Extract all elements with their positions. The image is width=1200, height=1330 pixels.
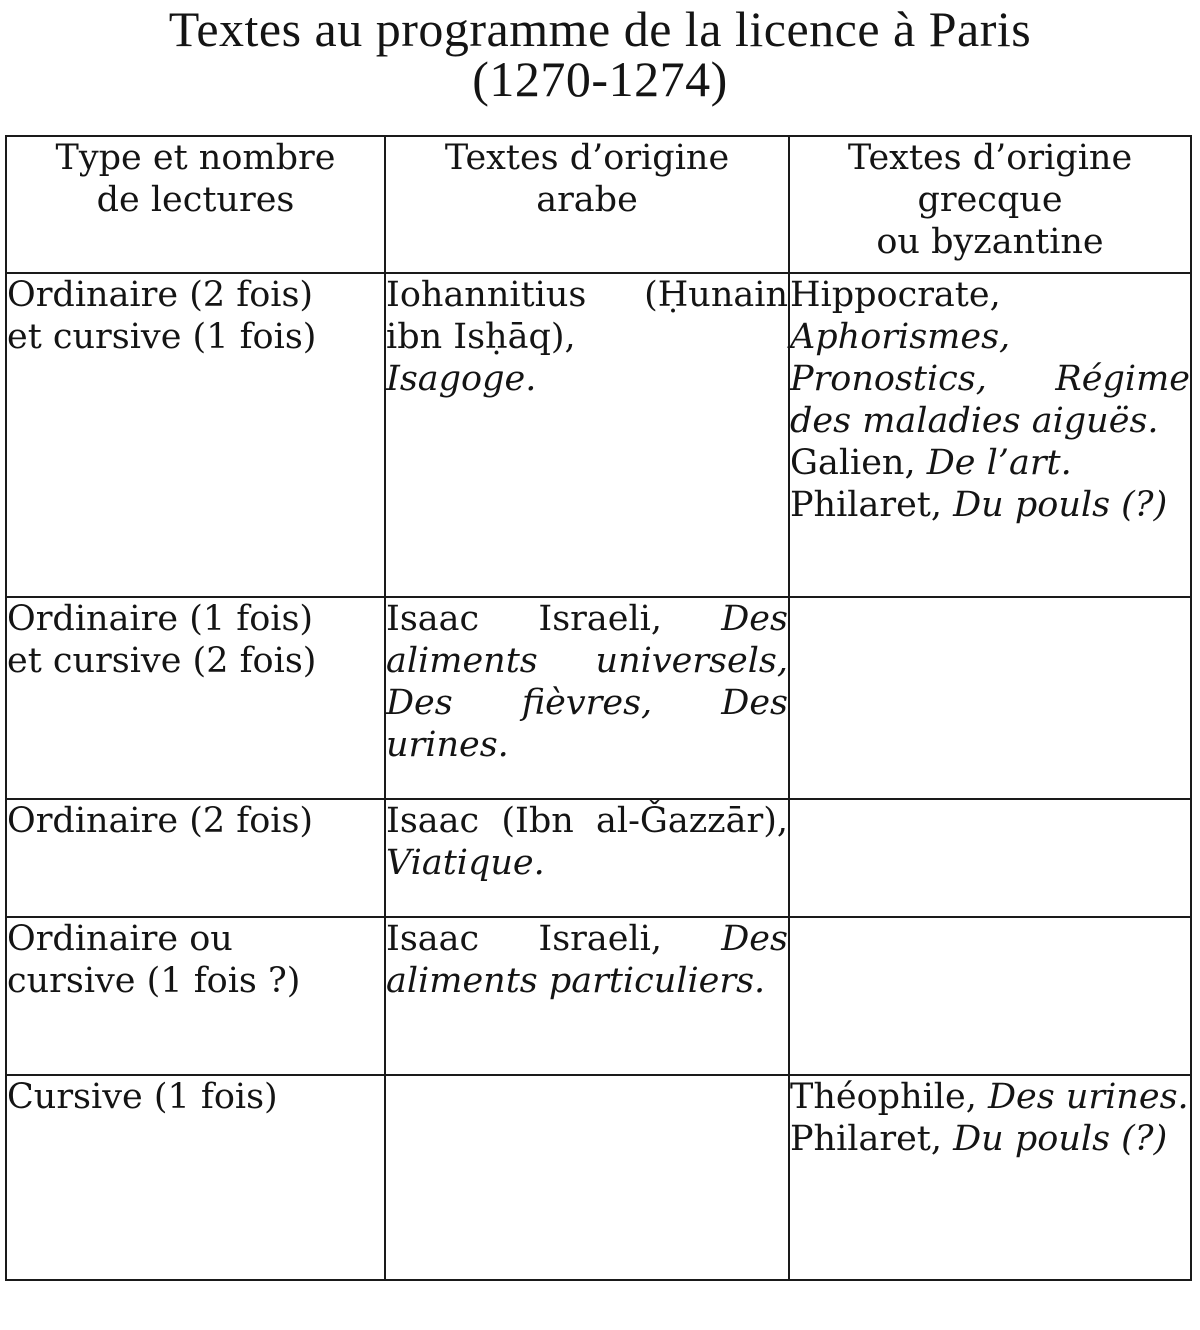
title-line-2: (1270-1274)	[472, 51, 728, 107]
work-titles: Aphorismes, Pronostics, Régime des maladies aiguës.	[790, 317, 1190, 441]
header-row	[6, 136, 1191, 273]
table-row	[6, 273, 1191, 597]
table-row	[6, 1075, 1191, 1280]
arabic-text-cell	[385, 273, 789, 597]
header-greek-line: ou byzantine	[876, 222, 1104, 262]
header-type-line: de lectures	[96, 180, 295, 220]
text-entry	[790, 484, 1190, 526]
author: Philaret,	[790, 1119, 942, 1159]
work-titles: Viatique.	[386, 843, 545, 883]
arabic-text-cell	[385, 597, 789, 799]
reading-type-cell	[6, 1075, 385, 1280]
reading-type-line: Cursive (1 fois)	[7, 1077, 278, 1117]
page-title	[0, 1, 1200, 107]
header-arabic-line: arabe	[536, 180, 638, 220]
work-titles: Des aliments universels, Des fièvres, Des urines.	[386, 599, 788, 765]
reading-type-line: Ordinaire (2 fois)	[7, 275, 314, 315]
author: Isaac Israeli,	[386, 919, 662, 959]
reading-type-line: et cursive (2 fois)	[7, 641, 317, 681]
curriculum-table	[5, 135, 1192, 1281]
text-entry	[790, 1118, 1190, 1160]
header-type	[6, 136, 385, 273]
greek-text-cell	[789, 1075, 1191, 1280]
greek-text-cell	[789, 799, 1191, 917]
reading-type-line: Ordinaire (2 fois)	[7, 801, 314, 841]
header-arabic-line: Textes d’origine	[444, 138, 730, 178]
work-titles: De l’art.	[926, 443, 1072, 483]
arabic-text-cell	[385, 1075, 789, 1280]
reading-type-cell	[6, 597, 385, 799]
arabic-text-cell	[385, 917, 789, 1075]
arabic-text-cell	[385, 799, 789, 917]
work-titles: Des aliments particuliers.	[386, 919, 788, 1001]
table-row	[6, 597, 1191, 799]
reading-type-cell	[6, 917, 385, 1075]
greek-text-cell	[789, 597, 1191, 799]
author: Hippocrate,	[790, 275, 1001, 315]
greek-text-cell	[789, 917, 1191, 1075]
greek-text-cell	[789, 273, 1191, 597]
header-type-line: Type et nombre	[55, 138, 336, 178]
reading-type-line: Ordinaire (1 fois)	[7, 599, 314, 639]
table-row	[6, 917, 1191, 1075]
reading-type-cell	[6, 273, 385, 597]
author: Théophile,	[790, 1077, 977, 1117]
header-greek-line: grecque	[917, 180, 1063, 220]
reading-type-line: cursive (1 fois ?)	[7, 961, 301, 1001]
author: Isaac Israeli,	[386, 599, 662, 639]
text-entry	[790, 274, 1190, 442]
reading-type-cell	[6, 799, 385, 917]
work-titles: Isagoge.	[386, 359, 537, 399]
work-titles: Des urines.	[987, 1077, 1189, 1117]
work-titles: Du pouls (?)	[953, 1119, 1168, 1159]
header-greek-line: Textes d’origine	[847, 138, 1133, 178]
author: Galien,	[790, 443, 916, 483]
table-row	[6, 799, 1191, 917]
author: Iohannitius (Ḥunain ibn Isḥāq),	[386, 275, 788, 357]
text-entry	[790, 442, 1190, 484]
header-arabic	[385, 136, 789, 273]
author: Philaret,	[790, 485, 942, 525]
text-entry	[790, 1076, 1190, 1118]
title-line-1: Textes au programme de la licence à Paris	[168, 1, 1032, 57]
reading-type-line: et cursive (1 fois)	[7, 317, 317, 357]
reading-type-line: Ordinaire ou	[7, 919, 233, 959]
author: Isaac (Ibn al-Ǧazzār),	[386, 801, 788, 841]
header-greek	[789, 136, 1191, 273]
work-titles: Du pouls (?)	[953, 485, 1168, 525]
